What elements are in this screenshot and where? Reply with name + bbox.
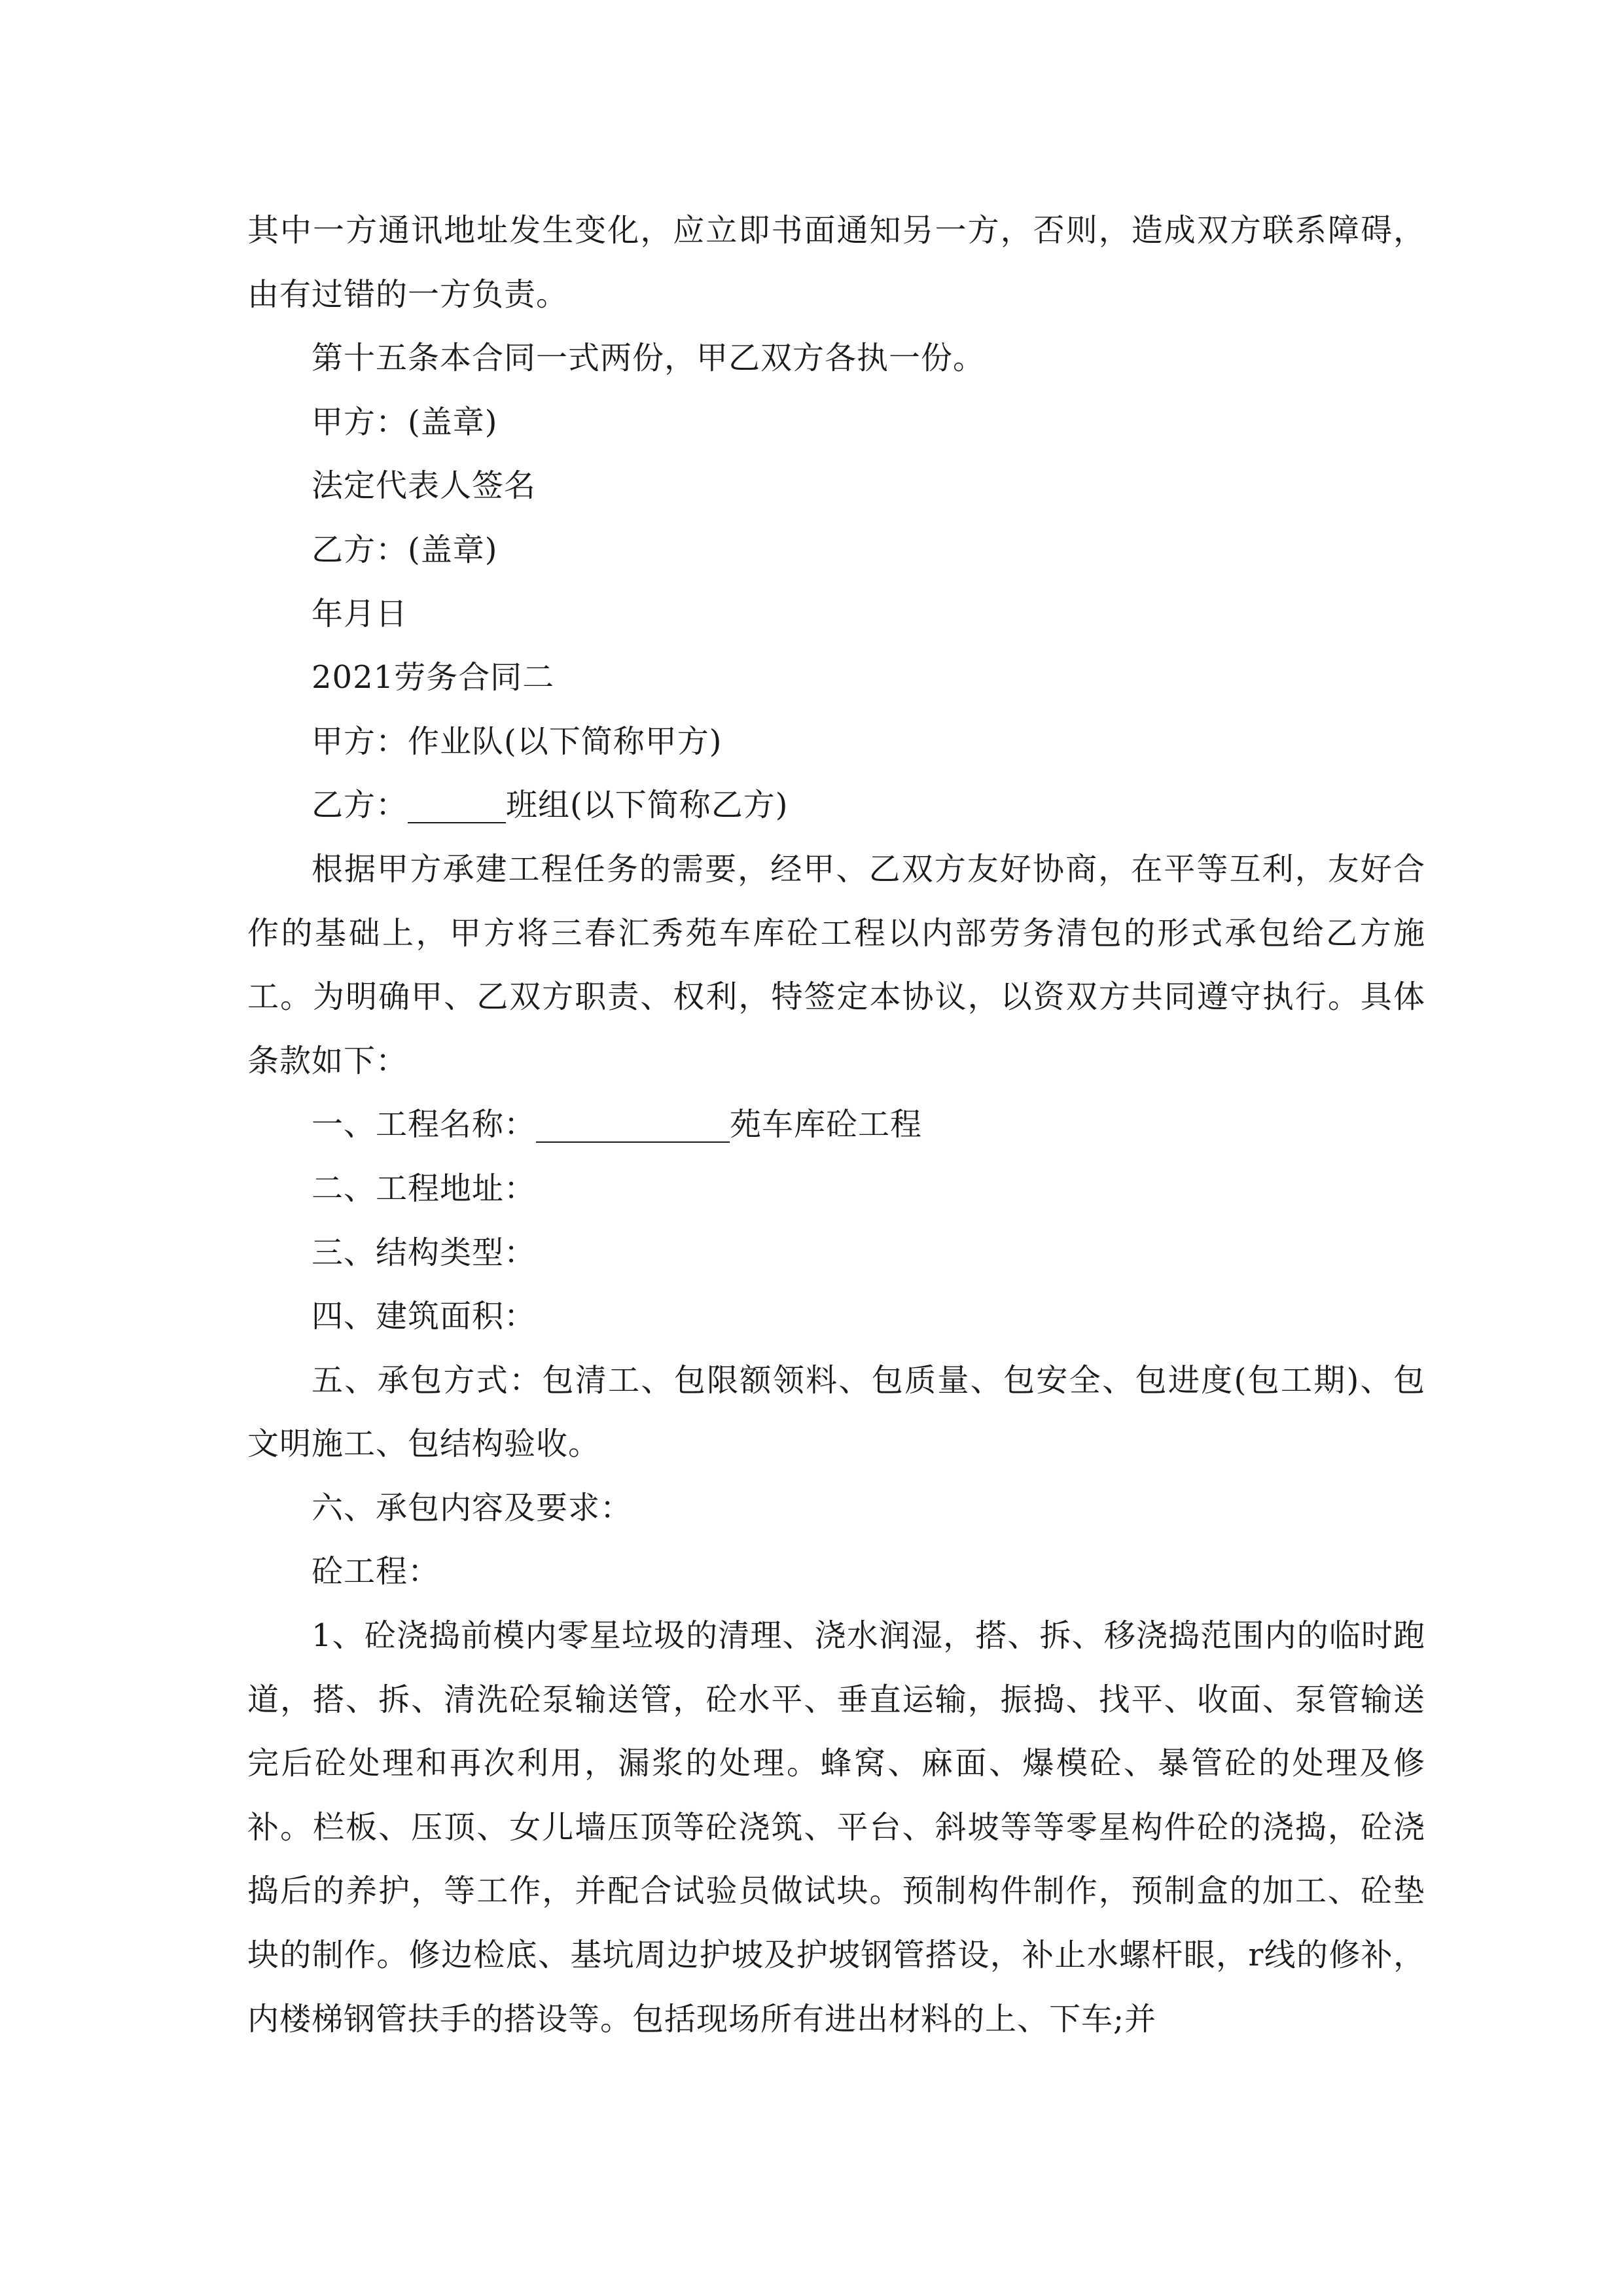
contract-two-title: 2021劳务合同二 xyxy=(312,659,555,696)
paragraph-intro: 根据甲方承建工程任务的需要，经甲、乙双方友好协商，在平等互利，友好合作的基础上，甲方将三春汇秀苑车库砼工程以内部劳务清包的形式承包给乙方施工。为明确甲、乙双方职责、权利，特签定本协议，以资双方共同遵守执行。具体条款如下： xyxy=(247,850,1425,1079)
legal-rep-signature-line: 法定代表人签名 xyxy=(312,467,537,505)
item-contract-method: 五、承包方式：包清工、包限额领料、包质量、包安全、包进度(包工期)、包文明施工、包结构验收。 xyxy=(247,1361,1425,1463)
party-b-suffix: 班组(以下简称乙方) xyxy=(506,787,789,824)
item-building-area: 四、建筑面积： xyxy=(312,1298,537,1335)
party-b-name-blank xyxy=(408,783,506,823)
project-name-label: 一、工程名称： xyxy=(312,1106,537,1143)
paragraph-address-change: 其中一方通讯地址发生变化，应立即书面通知另一方，否则，造成双方联系障碍，由有过错的一方负责。 xyxy=(247,212,1425,313)
party-a-seal-line: 甲方：(盖章) xyxy=(312,403,498,440)
paragraph-article-15: 第十五条本合同一式两份，甲乙双方各执一份。 xyxy=(312,340,986,377)
party-b-label: 乙方： xyxy=(312,787,408,824)
item-project-name xyxy=(247,1093,1425,1157)
party-b-line xyxy=(247,774,1425,838)
item-contract-content: 六、承包内容及要求： xyxy=(312,1489,633,1526)
concrete-works-heading: 砼工程： xyxy=(312,1553,440,1590)
concrete-works-item-1: 1、砼浇捣前模内零星垃圾的清理、浇水润湿，搭、拆、移浇捣范围内的临时跑道，搭、拆、清洗砼泵输送管，砼水平、垂直运输，振捣、找平、收面、泵管输送完后砼处理和再次利用，漏浆的处理。蜂窝、麻面、爆模砼、暴管砼的处理及修补。栏板、压顶、女儿墙压顶等砼浇筑、平台、斜坡等等零星构件砼的浇捣，砼浇捣后的养护，等工作，并配合试验员做试块。预制构件制作，预制盒的加工、砼垫块的制作。修边检底、基坑周边护坡及护坡钢管搭设，补止水螺杆眼，r线的修补，内楼梯钢管扶手的搭设等。包括现场所有进出材料的上、下车;并 xyxy=(247,1617,1425,2037)
document-body xyxy=(247,199,1425,2051)
project-name-suffix: 苑车库砼工程 xyxy=(730,1106,923,1143)
item-structure-type: 三、结构类型： xyxy=(312,1234,537,1271)
party-b-seal-line: 乙方：(盖章) xyxy=(312,531,498,568)
project-name-blank xyxy=(536,1102,730,1143)
date-line: 年月日 xyxy=(312,595,408,632)
item-project-address: 二、工程地址： xyxy=(312,1170,537,1207)
party-a-line: 甲方：作业队(以下简称甲方) xyxy=(312,723,722,760)
